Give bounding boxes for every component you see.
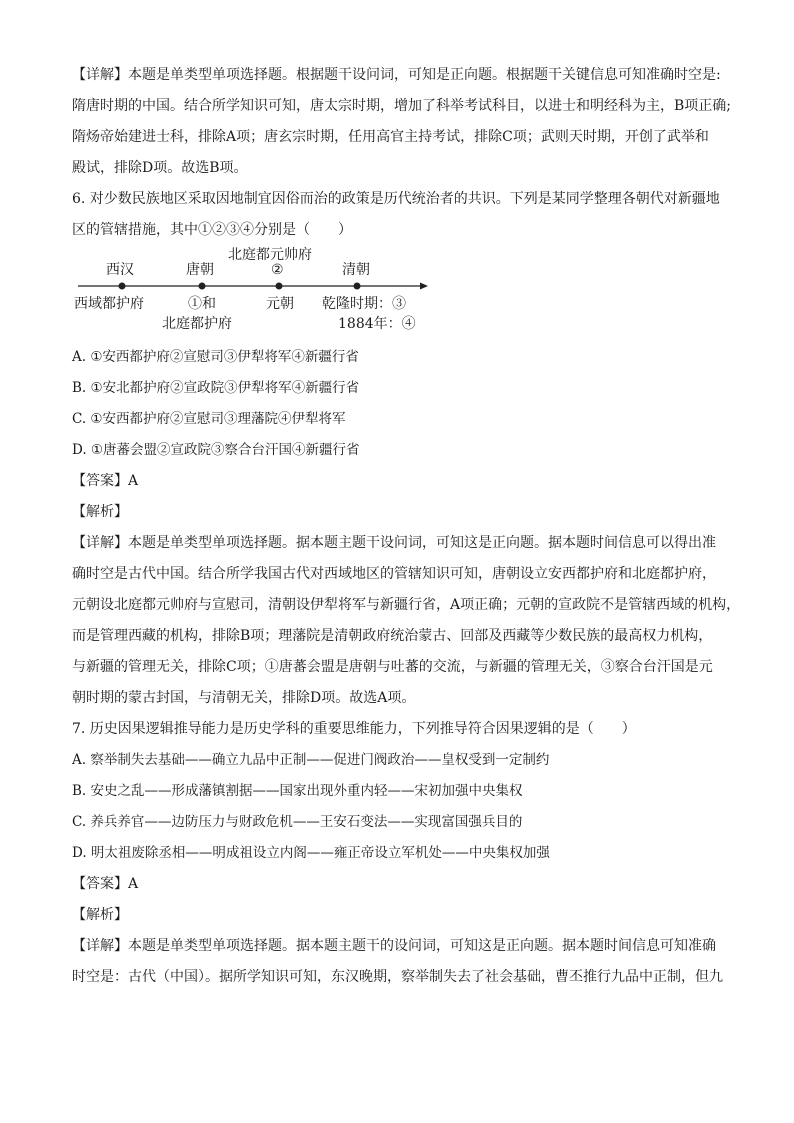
option-b: B. 安史之乱——形成藩镇割据——国家出现外重内轻——宋初加强中央集权: [72, 783, 523, 799]
timeline-label: 北庭都护府: [162, 316, 232, 332]
analysis-line: 与新疆的管理无关，排除C项；①唐蕃会盟是唐朝与吐蕃的交流，与新疆的管理无关，③察合台汗国是元: [72, 659, 713, 675]
analysis-line: 时空是：古代（中国）。据所学知识可知，东汉晚期，察举制失去了社会基础，曹丕推行九品中正制，但九: [72, 969, 723, 985]
answer: 【答案】A: [72, 473, 139, 489]
answer: 【答案】A: [72, 876, 139, 892]
timeline-diagram: [72, 246, 452, 342]
timeline-point: [354, 283, 361, 290]
timeline-top-header: 北庭都元帅府: [228, 247, 312, 263]
option-d: D. ①唐蕃会盟②宣政院③察合台汗国④新疆行省: [72, 442, 360, 458]
timeline-label: 西域都护府: [74, 296, 144, 312]
timeline-point: [119, 283, 126, 290]
timeline-dynasty: 西汉: [106, 262, 134, 278]
analysis-title: 【解析】: [72, 504, 128, 520]
timeline-label: ①和: [188, 296, 216, 312]
timeline-label: 1884年：④: [338, 316, 416, 332]
q5-analysis: [72, 60, 732, 184]
option-a: A. ①安西都护府②宣慰司③伊犁将军④新疆行省: [72, 349, 359, 365]
option-c: C. ①安西都护府②宣慰司③理藩院④伊犁将军: [72, 411, 346, 427]
option-c: C. 养兵养官——边防压力与财政危机——王安石变法——实现富国强兵目的: [72, 814, 523, 830]
timeline-label: 元朝: [266, 296, 294, 312]
question-stem: 区的管辖措施，其中①②③④分别是（ ）: [72, 222, 352, 238]
question-stem: 6. 对少数民族地区采取因地制宜因俗而治的政策是历代统治者的共识。下列是某同学整理各朝代对新疆地: [72, 191, 720, 207]
analysis-line: 【详解】本题是单类型单项选择题。据本题主题干设问词，可知这是正向题。据本题时间信息可以得出准: [72, 535, 716, 551]
analysis-line: 殿试，排除D项。故选B项。: [72, 160, 248, 176]
analysis-line: 朝时期的蒙古封国，与清朝无关，排除D项。故选A项。: [72, 690, 416, 706]
analysis-line: 确时空是古代中国。结合所学我国古代对西域地区的管辖知识可知，唐朝设立安西都护府和北庭都护府，: [72, 566, 716, 582]
timeline-point: [199, 283, 206, 290]
analysis-title: 【解析】: [72, 907, 128, 923]
question-7: [72, 714, 722, 993]
question-6: [72, 184, 741, 714]
timeline-dynasty: 清朝: [342, 262, 370, 278]
timeline-dynasty: 唐朝: [186, 262, 214, 278]
option-d: D. 明太祖废除丞相——明成祖设立内阁——雍正帝设立军机处——中央集权加强: [72, 845, 550, 861]
timeline-point: [276, 283, 283, 290]
analysis-line: 元朝设北庭都元帅府与宣慰司，清朝设伊犁将军与新疆行省，A项正确；元朝的宣政院不是管辖西域的机构，: [72, 597, 741, 613]
timeline-label: 乾隆时期：③: [322, 296, 406, 312]
analysis-line: 隋唐时期的中国。结合所学知识可知，唐太宗时期，增加了科举考试科目，以进士和明经科为主，B项正确;: [72, 98, 732, 114]
document-page: [72, 60, 741, 993]
option-a: A. 察举制失去基础——确立九品中正制——促进门阀政治——皇权受到一定制约: [72, 752, 550, 768]
analysis-line: 【详解】本题是单类型单项选择题。据本题主题干的设问词，可知这是正向题。据本题时间信息可知准确: [72, 938, 716, 954]
analysis-line: 【详解】本题是单类型单项选择题。根据题干设问词，可知是正向题。根据题干关键信息可知准确时空是:: [72, 67, 721, 83]
timeline-dynasty: ②: [271, 262, 284, 278]
analysis-line: 隋炀帝始建进士科，排除A项；唐玄宗时期，任用高官主持考试，排除C项；武则天时期，开创了武举和: [72, 129, 709, 145]
analysis-line: 而是管理西藏的机构，排除B项；理藩院是清朝政府统治蒙古、回部及西藏等少数民族的最高权力机构，: [72, 628, 713, 644]
option-b: B. ①安北都护府②宣政院③伊犁将军④新疆行省: [72, 380, 360, 396]
question-stem: 7. 历史因果逻辑推导能力是历史学科的重要思维能力，下列推导符合因果逻辑的是（ ）: [72, 721, 636, 737]
